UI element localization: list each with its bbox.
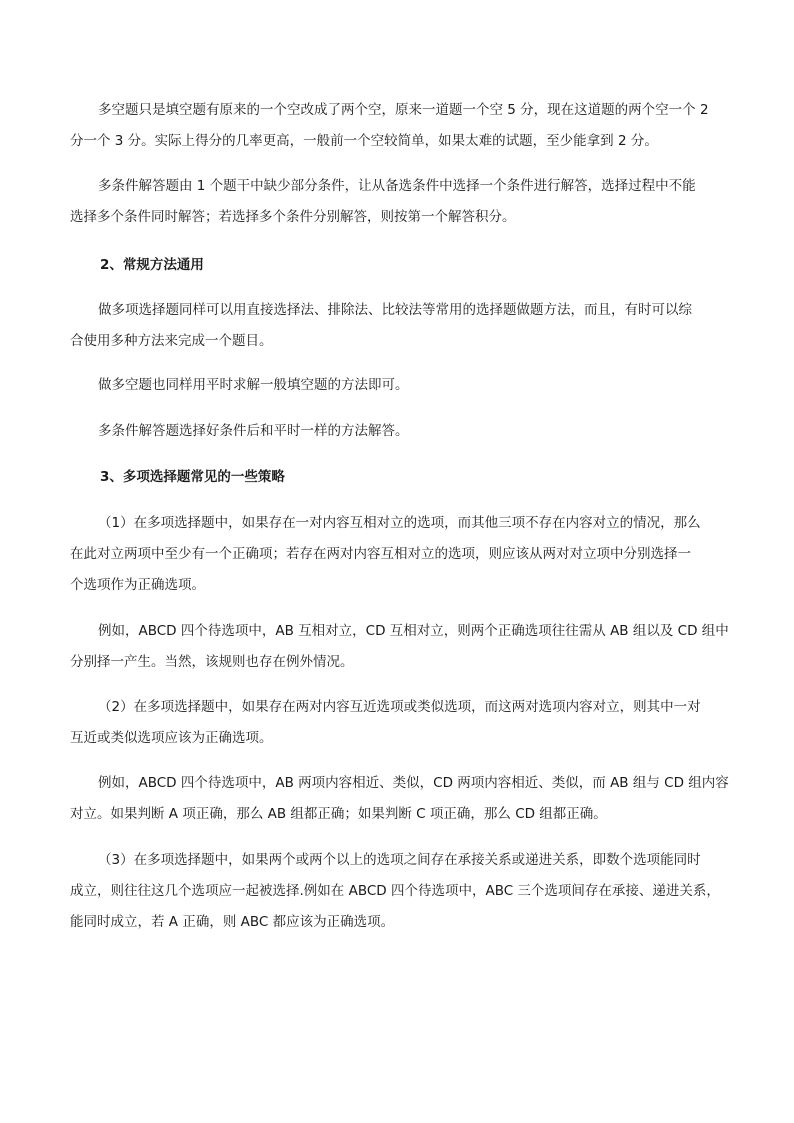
paragraph-strategy-1: [70, 508, 730, 601]
text-line: 多条件解答题选择好条件后和平时一样的方法解答。: [98, 423, 409, 439]
section-heading-general-methods: 2、常规方法通用: [100, 257, 204, 273]
text-line: 例如，ABCD 四个待选项中，AB 两项内容相近、类似，CD 两项内容相近、类似，而 AB 组与 CD 组内容: [98, 775, 729, 791]
section-heading-strategies: 3、多项选择题常见的一些策略: [100, 469, 285, 485]
paragraph-multi-condition-method: [70, 416, 730, 447]
paragraph-strategy-2: [70, 692, 730, 754]
paragraph-general-methods: [70, 295, 730, 357]
text-line: 在此对立两项中至少有一个正确项；若存在两对内容互相对立的选项，则应该从两对对立项中分别选择一: [70, 546, 691, 562]
text-line: （1）在多项选择题中，如果存在一对内容互相对立的选项，而其他三项不存在内容对立的情况，那么: [98, 515, 701, 531]
text-line: 做多空题也同样用平时求解一般填空题的方法即可。: [98, 377, 409, 393]
text-line: 个选项作为正确选项。: [70, 577, 205, 593]
paragraph-strategy-1-example: [70, 616, 730, 678]
text-line: 合使用多种方法来完成一个题目。: [70, 333, 273, 349]
text-line: 成立，则往往这几个选项应一起被选择.例如在 ABCD 四个待选项中，ABC 三个选项间存在承接、递进关系，: [70, 883, 720, 899]
text-line: 能同时成立，若 A 正确，则 ABC 都应该为正确选项。: [70, 914, 395, 930]
text-line: 互近或类似选项应该为正确选项。: [70, 730, 273, 746]
paragraph-multi-blank-intro: [70, 95, 730, 157]
text-line: （2）在多项选择题中，如果存在两对内容互近选项或类似选项，而这两对选项内容对立，则其中一对: [98, 699, 701, 715]
text-line: 对立。如果判断 A 项正确，那么 AB 组都正确；如果判断 C 项正确，那么 CD 组都正确。: [70, 806, 607, 822]
paragraph-multi-blank-method: [70, 370, 730, 401]
text-line: 做多项选择题同样可以用直接选择法、排除法、比较法等常用的选择题做题方法，而且，有时可以综: [98, 302, 692, 318]
paragraph-multi-condition-intro: [70, 171, 730, 233]
text-line: 分别择一产生。当然，该规则也存在例外情况。: [70, 654, 354, 670]
text-line: 分一个 3 分。实际上得分的几率更高，一般前一个空较简单，如果太难的试题，至少能拿到 2 分。: [70, 133, 658, 149]
text-line: 例如，ABCD 四个待选项中，AB 互相对立，CD 互相对立，则两个正确选项往往需从 AB 组以及 CD 组中: [98, 623, 729, 639]
text-line: （3）在多项选择题中，如果两个或两个以上的选项之间存在承接关系或递进关系，即数个选项能同时: [98, 852, 701, 868]
paragraph-strategy-2-example: [70, 768, 730, 830]
text-line: 选择多个条件同时解答；若选择多个条件分别解答，则按第一个解答积分。: [70, 209, 516, 225]
text-line: 多空题只是填空题有原来的一个空改成了两个空，原来一道题一个空 5 分，现在这道题的两个空一个 2: [98, 102, 709, 118]
text-line: 多条件解答题由 1 个题干中缺少部分条件，让从备选条件中选择一个条件进行解答，选择过程中不能: [98, 178, 696, 194]
paragraph-strategy-3: [70, 845, 730, 938]
